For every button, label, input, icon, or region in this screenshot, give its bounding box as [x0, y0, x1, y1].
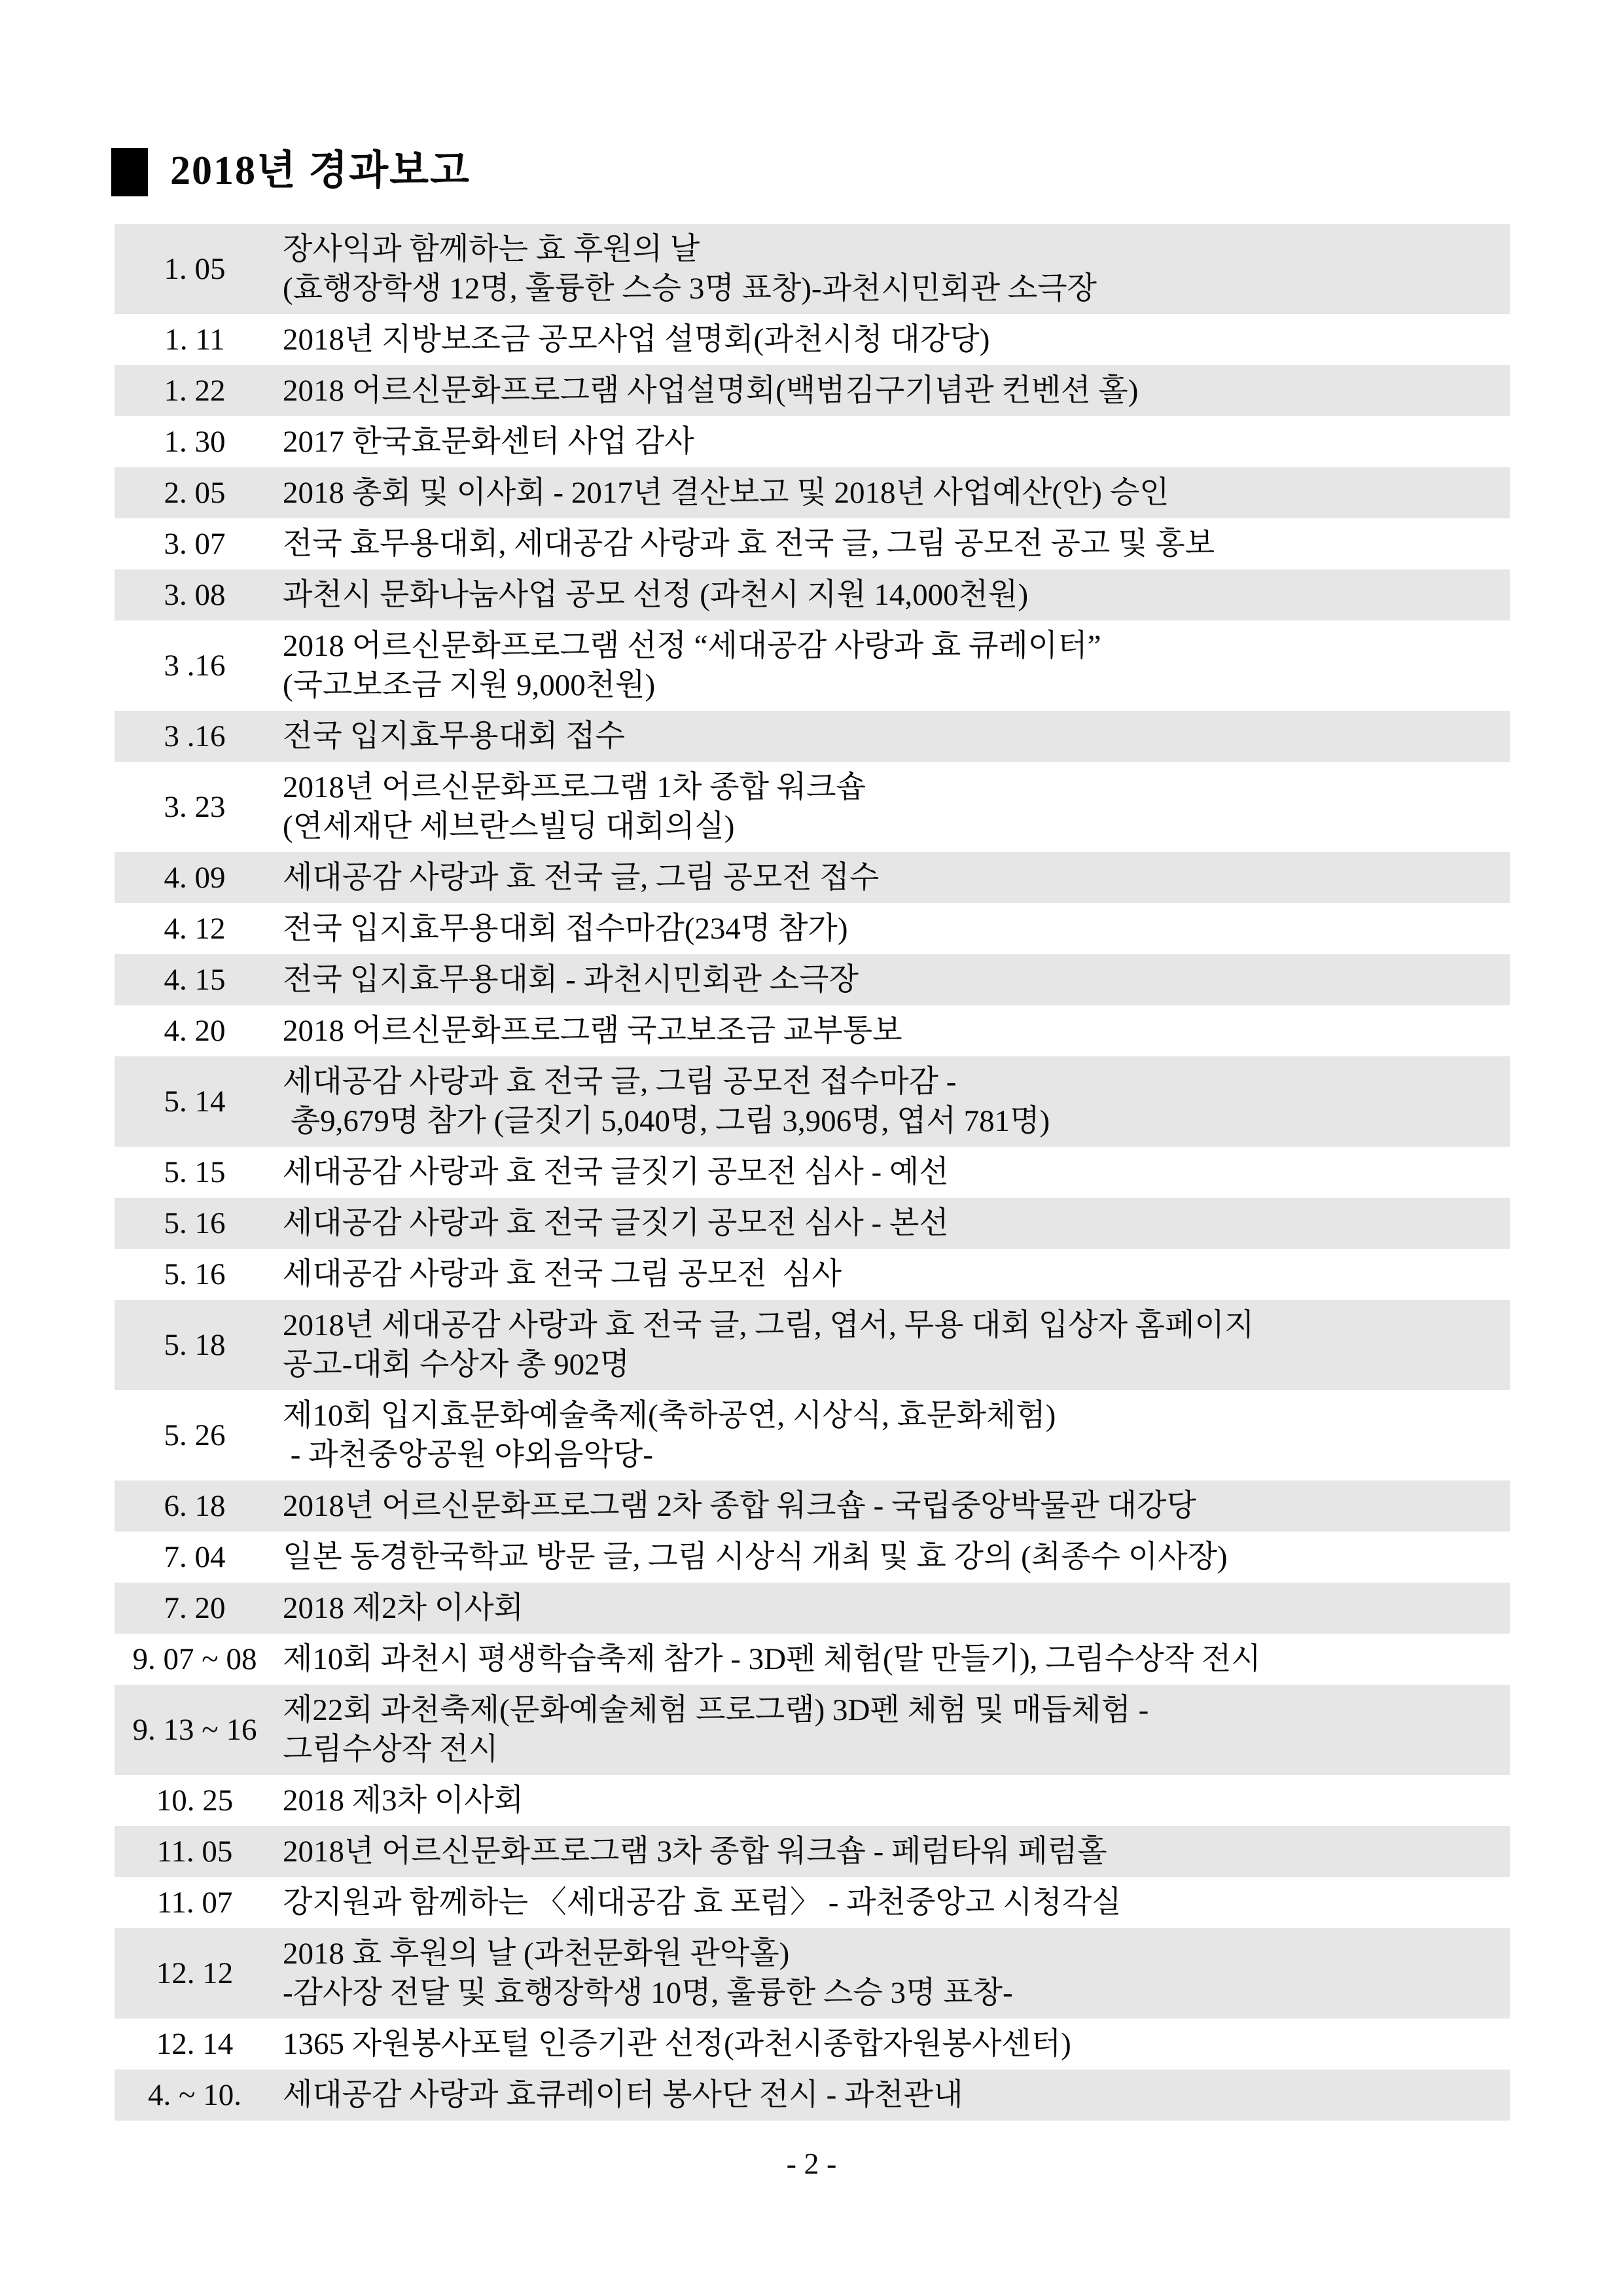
report-row-content: [275, 1204, 1510, 1243]
report-row-line: (국고보조금 지원 9,000천원): [283, 668, 656, 702]
report-row: [115, 620, 1510, 711]
report-row-date: 5. 18: [164, 1328, 226, 1362]
report-row-date: 5. 15: [164, 1155, 226, 1189]
report-row-content: [275, 960, 1510, 999]
report-row-line: 세대공감 사랑과 효 전국 그림 공모전 심사: [283, 1257, 842, 1291]
report-row-line: 전국 입지효무용대회 접수마감(234명 참가): [283, 912, 848, 946]
report-row-line: 2018 어르신문화프로그램 국고보조금 교부통보: [283, 1014, 902, 1048]
report-row-date: 5. 26: [164, 1418, 226, 1452]
report-row-date: 4. 09: [164, 861, 226, 895]
report-row-date: 4. ~ 10.: [148, 2078, 241, 2112]
report-row-line: 제10회 과천시 평생학습축제 참가 - 3D펜 체험(말 만들기), 그림수상작 전시: [283, 1642, 1261, 1676]
report-row-content: [275, 1691, 1510, 1769]
report-row-line: 2018년 어르신문화프로그램 2차 종합 워크숍 - 국립중앙박물관 대강당: [283, 1489, 1196, 1523]
report-row-line: 2018 어르신문화프로그램 사업설명회(백범김구기념관 컨벤션 홀): [283, 374, 1139, 408]
report-row: [115, 903, 1510, 954]
report-row-line: 2018년 지방보조금 공모사업 설명회(과천시청 대강당): [283, 323, 990, 357]
report-row-content: [275, 422, 1510, 461]
report-row: [115, 954, 1510, 1005]
report-row-content: [275, 575, 1510, 615]
report-row-line: 세대공감 사랑과 효 전국 글짓기 공모전 심사 - 본선: [283, 1206, 949, 1240]
report-row-line: 일본 동경한국학교 방문 글, 그림 시상식 개최 및 효 강의 (최종수 이사장): [283, 1540, 1228, 1574]
report-row-date: 6. 18: [164, 1489, 226, 1523]
report-row-content: [275, 1832, 1510, 1871]
report-row-line: (연세재단 세브란스빌딩 대회의실): [283, 810, 735, 844]
report-row-content: [275, 524, 1510, 564]
report-row: [115, 467, 1510, 518]
page-title: 2018년 경과보고: [170, 149, 471, 193]
report-row-line: 장사익과 함께하는 효 후원의 날: [283, 232, 700, 266]
report-row-date: 2. 05: [164, 476, 226, 510]
report-row-content: [275, 2024, 1510, 2064]
report-row-date: 7. 20: [164, 1591, 226, 1625]
report-row-date: 3. 07: [164, 527, 226, 561]
report-row-date: 1. 05: [164, 252, 226, 286]
report-row-line: 공고-대회 수상자 총 902명: [283, 1348, 630, 1382]
report-row: [115, 1390, 1510, 1480]
report-row: [115, 1583, 1510, 1634]
report-row-date: 11. 05: [156, 1835, 233, 1869]
report-row-content: [275, 1255, 1510, 1294]
report-row-date: 10. 25: [156, 1784, 234, 1818]
report-row: [115, 416, 1510, 467]
report-row-content: [275, 1537, 1510, 1577]
report-row-line: 전국 효무용대회, 세대공감 사랑과 효 전국 글, 그림 공모전 공고 및 홍보: [283, 527, 1215, 561]
report-row-content: [275, 909, 1510, 948]
report-row-content: [275, 1588, 1510, 1628]
report-row-line: 제22회 과천축제(문화예술체험 프로그램) 3D펜 체험 및 매듭체험 -: [283, 1693, 1149, 1727]
report-row-date: 1. 30: [164, 425, 226, 459]
report-row: [115, 569, 1510, 620]
report-row-content: [275, 1011, 1510, 1050]
report-row-line: 2018 총회 및 이사회 - 2017년 결산보고 및 2018년 사업예산(안) 승인: [283, 476, 1169, 510]
report-row-content: [275, 1153, 1510, 1192]
report-row-date: 5. 16: [164, 1257, 226, 1291]
report-row-date: 5. 14: [164, 1085, 226, 1119]
page-number: - 2 -: [786, 2147, 837, 2180]
progress-report-table: [115, 224, 1510, 2121]
report-row-date: 3 .16: [164, 719, 226, 753]
report-row-content: [275, 858, 1510, 897]
report-row: [115, 1249, 1510, 1300]
report-row: [115, 1147, 1510, 1198]
report-row-date: 9. 07 ~ 08: [132, 1642, 257, 1676]
report-row-content: [275, 371, 1510, 410]
report-row-line: 1365 자원봉사포털 인증기관 선정(과천시종합자원봉사센터): [283, 2027, 1071, 2061]
report-row: [115, 1005, 1510, 1056]
report-row-date: 3. 23: [164, 790, 226, 824]
report-row-content: [275, 1306, 1510, 1384]
report-row-line: 그림수상작 전시: [283, 1732, 499, 1767]
report-row-line: 강지원과 함께하는 〈세대공감 효 포럼〉 - 과천중앙고 시청각실: [283, 1886, 1122, 1920]
report-row-line: 2018 제2차 이사회: [283, 1591, 524, 1625]
report-row-content: [275, 2075, 1510, 2115]
report-row-content: [275, 473, 1510, 512]
report-row-date: 1. 22: [164, 374, 226, 408]
report-row-line: 2018년 세대공감 사랑과 효 전국 글, 그림, 엽서, 무용 대회 입상자 홈페이지: [283, 1308, 1255, 1342]
report-row: [115, 762, 1510, 852]
report-row: [115, 711, 1510, 762]
report-row-content: [275, 230, 1510, 308]
report-row: [115, 1877, 1510, 1928]
report-row-date: 12. 14: [156, 2027, 234, 2061]
report-row-content: [275, 1883, 1510, 1922]
report-row-content: [275, 1934, 1510, 2013]
report-row-date: 4. 15: [164, 963, 226, 997]
document-header: [111, 145, 471, 196]
report-row-line: 세대공감 사랑과 효큐레이터 봉사단 전시 - 과천관내: [283, 2078, 963, 2112]
report-row-line: -감사장 전달 및 효행장학생 10명, 훌륭한 스승 3명 표창-: [283, 1976, 1013, 2010]
report-row-line: 제10회 입지효문화예술축제(축하공연, 시상식, 효문화체험): [283, 1399, 1056, 1433]
report-row-content: [275, 768, 1510, 846]
report-row: [115, 1928, 1510, 2018]
report-row-content: [275, 1062, 1510, 1141]
report-row-content: [275, 1396, 1510, 1475]
report-row: [115, 365, 1510, 416]
report-row: [115, 1826, 1510, 1877]
report-row: [115, 1300, 1510, 1390]
report-row-line: 세대공감 사랑과 효 전국 글, 그림 공모전 접수마감 -: [283, 1065, 957, 1099]
report-row-content: [275, 1640, 1510, 1679]
report-row-line: 2018년 어르신문화프로그램 3차 종합 워크숍 - 페럼타워 페럼홀: [283, 1835, 1107, 1869]
report-row-date: 5. 16: [164, 1206, 226, 1240]
report-row: [115, 852, 1510, 903]
report-row-content: [275, 1486, 1510, 1526]
report-row-line: 총9,679명 참가 (글짓기 5,040명, 그림 3,906명, 엽서 781명): [283, 1104, 1050, 1138]
report-row: [115, 224, 1510, 314]
report-row-line: 2018 제3차 이사회: [283, 1784, 524, 1818]
report-row-date: 1. 11: [164, 323, 225, 357]
report-row-content: [275, 320, 1510, 359]
report-row-content: [275, 717, 1510, 756]
report-row-line: 2018 어르신문화프로그램 선정 “세대공감 사랑과 효 큐레이터”: [283, 629, 1101, 663]
report-row-line: 2018년 어르신문화프로그램 1차 종합 워크숍: [283, 770, 866, 804]
report-row-date: 3 .16: [164, 649, 226, 683]
report-row-line: 전국 입지효무용대회 접수: [283, 719, 625, 753]
report-row-line: 전국 입지효무용대회 - 과천시민회관 소극장: [283, 963, 859, 997]
report-row: [115, 1634, 1510, 1685]
report-row-date: 4. 20: [164, 1014, 226, 1048]
report-row-date: 7. 04: [164, 1540, 226, 1574]
report-row-line: 세대공감 사랑과 효 전국 글, 그림 공모전 접수: [283, 861, 880, 895]
report-row-line: (효행장학생 12명, 훌륭한 스승 3명 표창)-과천시민회관 소극장: [283, 272, 1097, 306]
report-row-line: - 과천중앙공원 야외음악당-: [283, 1438, 653, 1472]
report-row-line: 2017 한국효문화센터 사업 감사: [283, 425, 694, 459]
report-row: [115, 1198, 1510, 1249]
report-row-content: [275, 1781, 1510, 1820]
report-row: [115, 1775, 1510, 1826]
title-bullet-square-icon: [111, 148, 148, 196]
report-row-date: 12. 12: [156, 1956, 234, 1990]
report-row-content: [275, 626, 1510, 705]
report-row: [115, 1685, 1510, 1775]
report-row-date: 3. 08: [164, 578, 226, 612]
report-row-date: 11. 07: [156, 1886, 233, 1920]
report-row-line: 과천시 문화나눔사업 공모 선정 (과천시 지원 14,000천원): [283, 578, 1029, 612]
report-row-line: 세대공감 사랑과 효 전국 글짓기 공모전 심사 - 예선: [283, 1155, 949, 1189]
report-row: [115, 1056, 1510, 1147]
report-row: [115, 314, 1510, 365]
report-row: [115, 2070, 1510, 2121]
report-row: [115, 1480, 1510, 1532]
report-row-date: 4. 12: [164, 912, 226, 946]
report-row: [115, 518, 1510, 569]
report-row-line: 2018 효 후원의 날 (과천문화원 관악홀): [283, 1937, 790, 1971]
report-row: [115, 2018, 1510, 2070]
report-row-date: 9. 13 ~ 16: [132, 1713, 257, 1747]
report-row: [115, 1532, 1510, 1583]
